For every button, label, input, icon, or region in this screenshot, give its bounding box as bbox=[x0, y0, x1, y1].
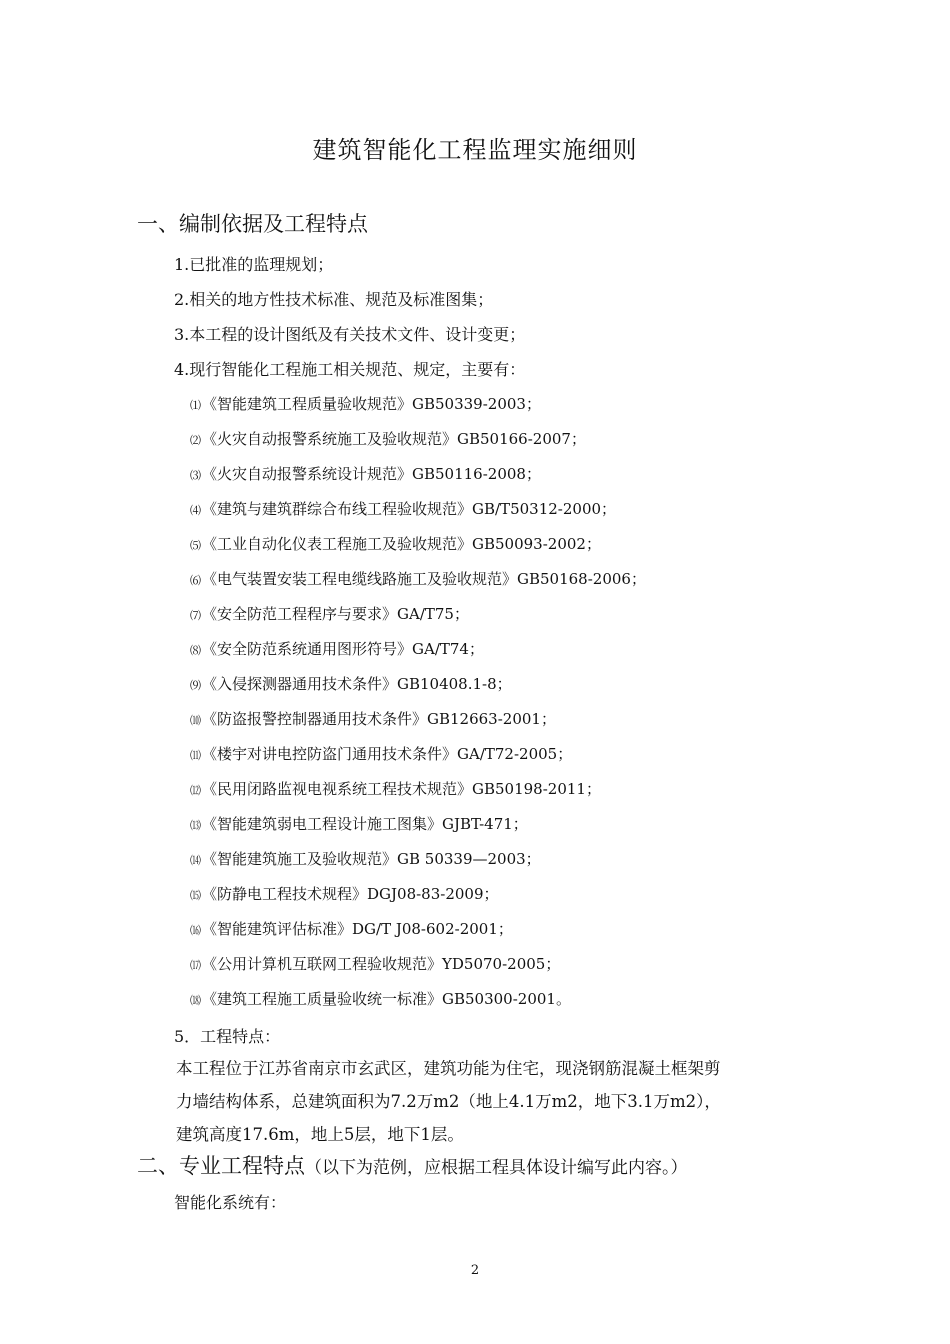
section-heading-2-note: （以下为范例，应根据工程具体设计编写此内容。） bbox=[305, 1158, 688, 1178]
standard-number: ⒃ bbox=[190, 924, 201, 937]
standard-number: ⒄ bbox=[190, 959, 201, 972]
standard-text: 《楼宇对讲电控防盗门通用技术条件》GA/T72-2005； bbox=[202, 745, 573, 763]
standard-number: ⑷ bbox=[190, 504, 201, 517]
standard-number: ⑹ bbox=[190, 574, 201, 587]
standard-number: ⑶ bbox=[190, 469, 201, 482]
standard-item-3 bbox=[190, 463, 541, 484]
standard-text: 《智能建筑评估标准》DG/T J08-602-2001； bbox=[202, 920, 513, 938]
section-heading-1 bbox=[137, 208, 368, 238]
standard-number: ⑻ bbox=[190, 644, 201, 657]
standard-text: 《工业自动化仪表工程施工及验收规范》GB50093-2002； bbox=[202, 535, 601, 553]
basis-item-4: 4.现行智能化工程施工相关规范、规定，主要有： bbox=[174, 360, 526, 379]
section-heading-2 bbox=[137, 1150, 688, 1180]
basis-item-5: 5．工程特点： bbox=[174, 1027, 281, 1046]
basis-item-2: 2.相关的地方性技术标准、规范及标准图集； bbox=[174, 290, 494, 309]
standard-item-10 bbox=[190, 708, 556, 729]
systems-intro: 智能化系统有： bbox=[174, 1193, 287, 1212]
standard-item-6 bbox=[190, 568, 646, 589]
project-description-line-1: 本工程位于江苏省南京市玄武区，建筑功能为住宅，现浇钢筋混凝土框架剪 bbox=[176, 1059, 721, 1078]
standard-item-14 bbox=[190, 848, 541, 869]
standard-item-16 bbox=[190, 918, 513, 939]
standard-text: 《火灾自动报警系统设计规范》GB50116-2008； bbox=[202, 465, 541, 483]
section-heading-1-text: 一、编制依据及工程特点 bbox=[137, 212, 368, 236]
standard-number: ⑵ bbox=[190, 434, 201, 447]
standard-item-11 bbox=[190, 743, 572, 764]
standard-item-15 bbox=[190, 883, 499, 904]
standard-number: ⒀ bbox=[190, 819, 201, 832]
standard-item-9 bbox=[190, 673, 512, 694]
standard-item-1 bbox=[190, 393, 541, 414]
standard-number: ⑺ bbox=[190, 609, 201, 622]
standard-number: ⑽ bbox=[190, 714, 201, 727]
standard-text: 《智能建筑施工及验收规范》GB 50339—2003； bbox=[202, 850, 541, 868]
standard-item-8 bbox=[190, 638, 484, 659]
standard-item-13 bbox=[190, 813, 528, 834]
standard-number: ⑸ bbox=[190, 539, 201, 552]
standard-text: 《公用计算机互联网工程验收规范》YD5070-2005； bbox=[202, 955, 561, 973]
standard-text: 《建筑工程施工质量验收统一标准》GB50300-2001。 bbox=[202, 990, 571, 1008]
standard-text: 《建筑与建筑群综合布线工程验收规范》GB/T50312-2000； bbox=[202, 500, 617, 518]
standard-item-4 bbox=[190, 498, 616, 519]
standard-number: ⑿ bbox=[190, 784, 201, 797]
page-title: 建筑智能化工程监理实施细则 bbox=[312, 136, 638, 164]
standard-number: ⒅ bbox=[190, 994, 201, 1007]
basis-item-3: 3.本工程的设计图纸及有关技术文件、设计变更； bbox=[174, 325, 526, 344]
basis-item-1: 1.已批准的监理规划； bbox=[174, 255, 334, 274]
standard-text: 《防盗报警控制器通用技术条件》GB12663-2001； bbox=[202, 710, 556, 728]
standard-text: 《智能建筑工程质量验收规范》GB50339-2003； bbox=[202, 395, 541, 413]
standard-number: ⑴ bbox=[190, 399, 201, 412]
standard-item-7 bbox=[190, 603, 469, 624]
standard-number: ⒂ bbox=[190, 889, 201, 902]
standard-text: 《安全防范系统通用图形符号》GA/T74； bbox=[202, 640, 484, 658]
standard-text: 《电气装置安装工程电缆线路施工及验收规范》GB50168-2006； bbox=[202, 570, 646, 588]
standard-text: 《智能建筑弱电工程设计施工图集》GJBT-471； bbox=[202, 815, 528, 833]
standard-text: 《安全防范工程程序与要求》GA/T75； bbox=[202, 605, 469, 623]
standard-item-18 bbox=[190, 988, 571, 1009]
standard-item-17 bbox=[190, 953, 560, 974]
standard-item-2 bbox=[190, 428, 586, 449]
standard-text: 《防静电工程技术规程》DGJ08-83-2009； bbox=[202, 885, 499, 903]
standard-number: ⑾ bbox=[190, 749, 201, 762]
project-description-line-3: 建筑高度17.6m，地上5层，地下1层。 bbox=[176, 1125, 464, 1144]
standard-text: 《火灾自动报警系统施工及验收规范》GB50166-2007； bbox=[202, 430, 586, 448]
standard-text: 《民用闭路监视电视系统工程技术规范》GB50198-2011； bbox=[202, 780, 601, 798]
section-heading-2-text: 二、专业工程特点 bbox=[137, 1154, 305, 1178]
standard-number: ⑼ bbox=[190, 679, 201, 692]
standard-item-12 bbox=[190, 778, 601, 799]
project-description-line-2: 力墙结构体系，总建筑面积为7.2万m2（地上4.1万m2，地下3.1万m2）， bbox=[176, 1092, 721, 1111]
page-number: 2 bbox=[470, 1263, 480, 1278]
standard-item-5 bbox=[190, 533, 601, 554]
standard-number: ⒁ bbox=[190, 854, 201, 867]
standard-text: 《入侵探测器通用技术条件》GB10408.1-8； bbox=[202, 675, 512, 693]
